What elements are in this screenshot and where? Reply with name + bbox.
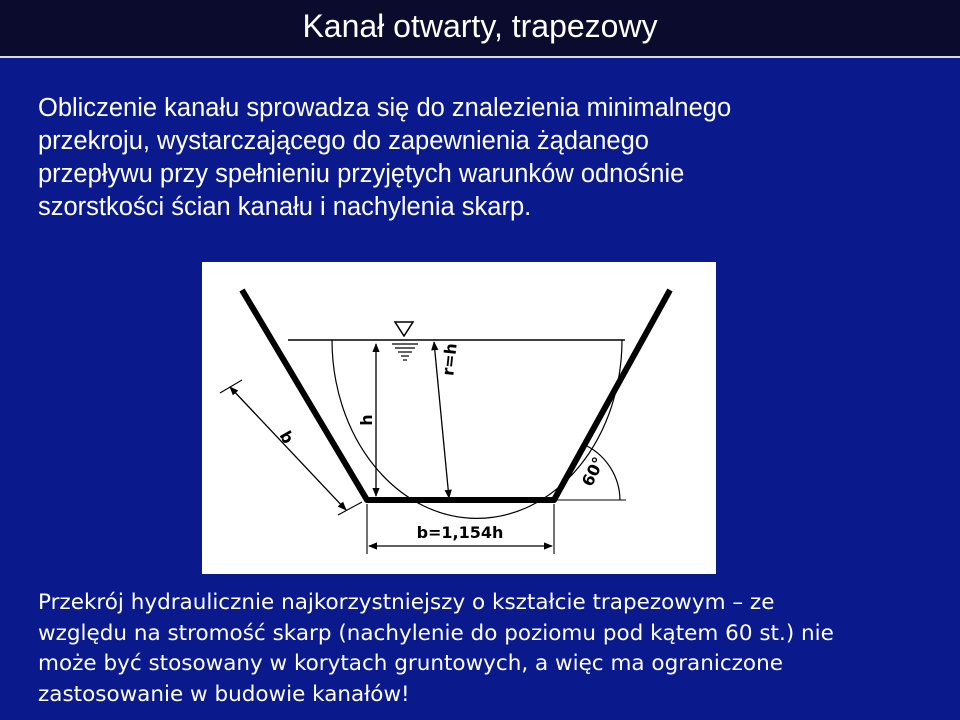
slope-label: b [275, 427, 298, 447]
caption-line: może być stosowany w korytach gruntowych, a więc ma ograniczone [38, 651, 783, 676]
angle-label: 60° [577, 453, 609, 490]
intro-line: szorstkości ścian kanału i nachylenia skarp. [38, 193, 532, 221]
depth-label: h [357, 414, 376, 426]
channel-cross-section-diagram [202, 262, 716, 574]
intro-line: przepływu przy spełnieniu przyjętych warunków odnośnie [38, 160, 685, 188]
slide-title: Kanał otwarty, trapezowy [302, 8, 658, 44]
caption-line: zastosowanie w budowie kanałów! [38, 681, 410, 707]
caption-line: Przekrój hydraulicznie najkorzystniejszy o kształcie trapezowym – ze [38, 590, 775, 615]
title-bar [0, 0, 960, 58]
slope-extension-bottom [338, 502, 362, 515]
slope-extension-top [220, 380, 242, 393]
water-level-hatch-icon [392, 344, 418, 360]
trapezoid-channel-figure [202, 262, 716, 574]
radius-label: r=h [438, 342, 461, 377]
figure-caption [38, 588, 938, 710]
slope-dimension-line [230, 387, 346, 510]
water-level-triangle-icon [395, 322, 413, 336]
intro-paragraph [38, 92, 928, 224]
intro-line: przekroju, wystarczającego do zapewnienia żądanego [38, 127, 649, 155]
bottom-width-label: b=1,154h [416, 523, 504, 542]
caption-line: względu na stromość skarp (nachylenie do poziomu pod kątem 60 st.) nie [38, 620, 834, 646]
intro-line: Obliczenie kanału sprowadza się do znalezienia minimalnego [38, 94, 732, 122]
